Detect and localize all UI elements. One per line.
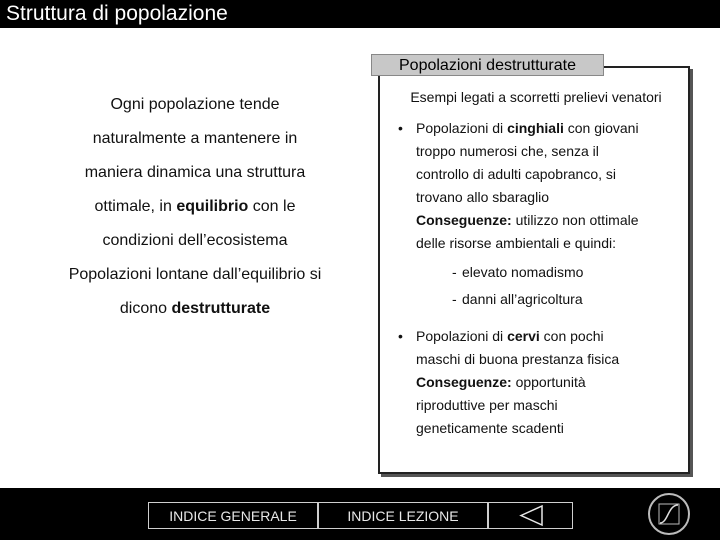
left-p2-line-2: dicono destrutturate — [119, 300, 271, 317]
panel-title-tab: Popolazioni destrutturate — [371, 54, 604, 76]
left-line-5: condizioni dell’ecosistema — [102, 232, 288, 249]
logistic-curve-logo — [648, 493, 690, 535]
subitem-agricoltura: - danni all’agricoltura — [386, 288, 686, 311]
left-line-4: ottimale, in equilibrio con le — [94, 198, 296, 215]
triangle-left-icon — [489, 503, 574, 528]
bullet-cinghiali: • Popolazioni di cinghiali con giovani troppo numerosi che, senza il controllo di adulti capobranco, si trovano allo sbaraglio Conseguenze: utilizzo non ottimale delle risorse ambientali e quindi: — [386, 117, 686, 255]
bullet-cervi: • Popolazioni di cervi con pochi maschi di buona prestanza fisica Conseguenze: opportunità riproduttive per maschi geneticamente scadenti — [386, 325, 686, 440]
left-line-3: maniera dinamica una struttura — [84, 164, 306, 181]
panel-subtitle: Esempi legati a scorretti prelievi venatori — [410, 89, 662, 105]
slide-title: Struttura di popolazione — [0, 0, 720, 28]
left-line-2: naturalmente a mantenere in — [92, 130, 298, 147]
left-p2-line-1: Popolazioni lontane dall’equilibrio si — [68, 266, 322, 283]
dash-icon: - — [452, 264, 457, 280]
destrutturate-bold: destrutturate — [171, 300, 271, 317]
panel-content — [386, 86, 686, 440]
subitem-nomadismo: - elevato nomadismo — [386, 261, 686, 284]
bullet-dot-icon: • — [398, 120, 403, 136]
indice-generale-button[interactable]: INDICE GENERALE — [148, 502, 318, 529]
equilibrio-bold: equilibrio — [176, 198, 249, 215]
left-line-1: Ogni popolazione tende — [110, 96, 280, 113]
bullet-dot-icon: • — [398, 328, 403, 344]
logo-curve-icon — [650, 495, 688, 533]
dash-icon: - — [452, 291, 457, 307]
indice-lezione-button[interactable]: INDICE LEZIONE — [318, 502, 488, 529]
back-button[interactable] — [488, 502, 573, 529]
left-paragraphs — [30, 88, 360, 326]
